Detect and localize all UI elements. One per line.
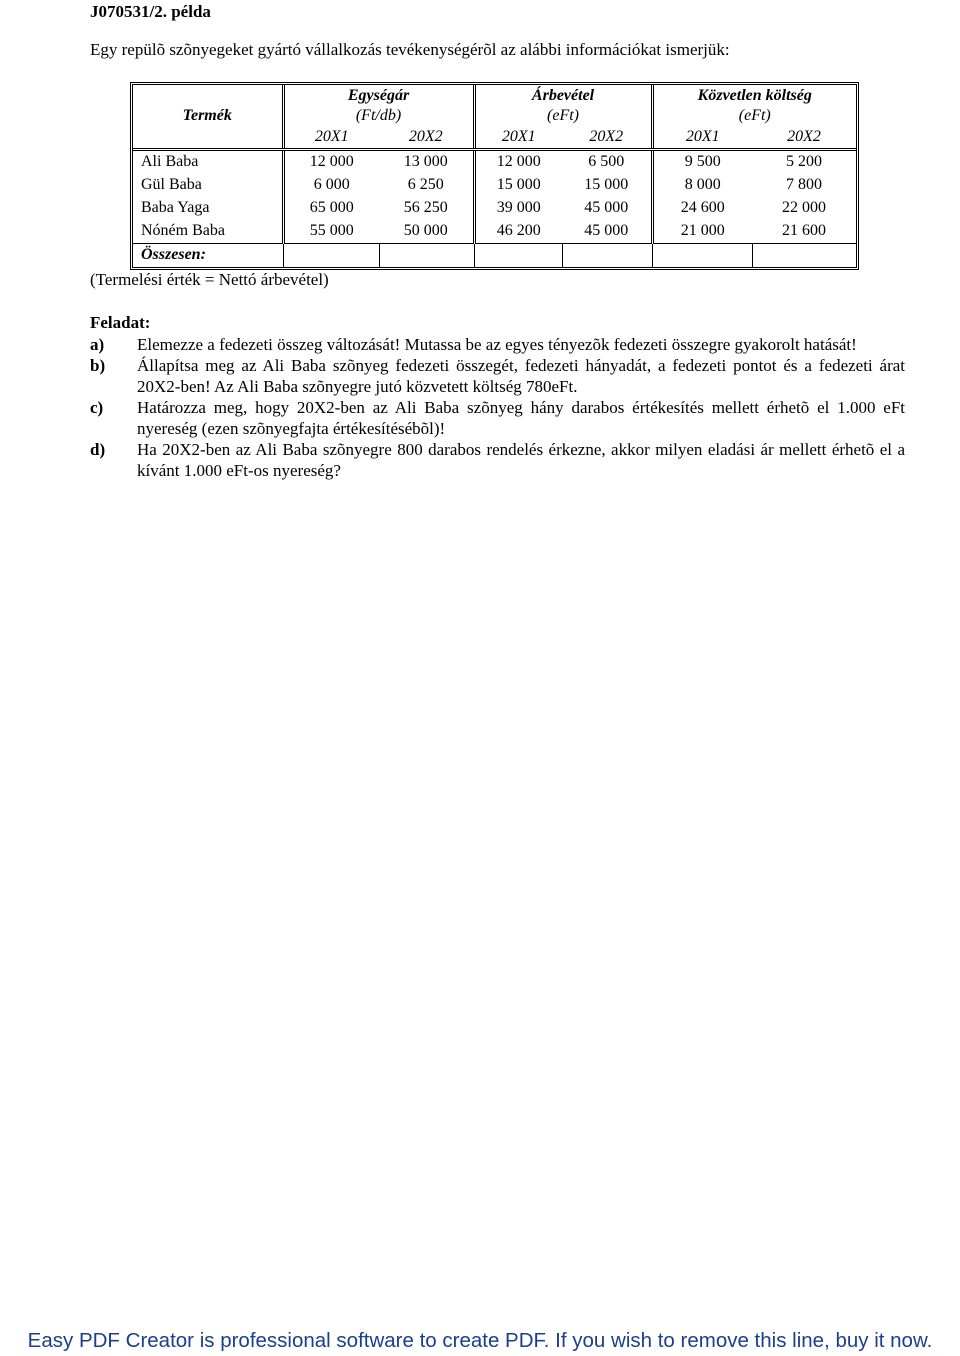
group-header-revenue [474, 85, 652, 127]
total-cell [474, 243, 562, 267]
table-cell: 7 800 [786, 176, 823, 194]
product-header: Termék [133, 85, 283, 149]
table-cell: 6 000 [283, 174, 379, 197]
task-text: Határozza meg, hogy 20X2-ben az Ali Baba szõnyeg hány darabos értékesítés mellett érhetõ el 1.000 eFt nyereség (ezen szõnyegfajta értékesítésébõl)! [137, 398, 905, 438]
data-table [130, 82, 859, 270]
task-label: a) [90, 335, 105, 354]
group-header-line1: Közvetlen költség [697, 87, 812, 104]
total-row [133, 243, 856, 267]
intro-text: Egy repülõ szõnyegeket gyártó vállalkozás tevékenységérõl az alábbi információkat ismerjük: [90, 40, 730, 59]
table-cell: 65 000 [283, 197, 379, 220]
group-header-line2: (Ft/db) [355, 107, 402, 124]
table-cell: 9 500 [652, 149, 752, 174]
year-header: 20X2 [752, 127, 856, 149]
group-header-line2: (eFt) [547, 107, 580, 124]
table-row [133, 149, 856, 174]
table-cell: 21 000 [652, 220, 752, 244]
table-cell: 15 000 [584, 176, 629, 194]
table-cell: 50 000 [403, 222, 448, 240]
group-header-unit-price [283, 85, 474, 127]
year-header: 20X2 [562, 127, 652, 149]
task-list [90, 334, 905, 481]
table-cell: 22 000 [782, 199, 827, 217]
total-cell [652, 243, 752, 267]
table-cell: 46 200 [474, 220, 562, 244]
table-cell: 5 200 [786, 153, 823, 171]
task-item [90, 439, 905, 481]
table-row [133, 197, 856, 220]
task-label: b) [90, 356, 106, 375]
task-label: d) [90, 440, 106, 459]
group-header-direct-cost [652, 85, 856, 127]
table-cell: 12 000 [474, 149, 562, 174]
table-cell: 15 000 [474, 174, 562, 197]
table-cell: 21 600 [782, 222, 827, 240]
table-cell: 6 250 [407, 176, 444, 194]
group-header-line1: Árbevétel [531, 87, 595, 104]
group-header-line2: (eFt) [738, 107, 771, 124]
total-cell [562, 243, 652, 267]
table-cell: 13 000 [403, 153, 448, 171]
product-name: Baba Yaga [141, 199, 210, 217]
table-cell: 45 000 [584, 222, 629, 240]
table-cell: 12 000 [283, 149, 379, 174]
task-item [90, 397, 905, 439]
task-heading: Feladat: [90, 313, 151, 332]
total-cell [283, 243, 379, 267]
task-text: Ha 20X2-ben az Ali Baba szõnyegre 800 darabos rendelés érkezne, akkor milyen eladási ár mellett érhetõ el a kívánt 1.000 eFt-os nyereség? [137, 440, 905, 480]
task-item [90, 334, 905, 355]
table-cell: 24 600 [652, 197, 752, 220]
task-text: Állapítsa meg az Ali Baba szõnyeg fedezeti összegét, fedezeti hányadát, a fedezeti pontot és a fedezeti árat 20X2-ben! Az Ali Baba szõnyegre jutó közvetett költség 780eFt. [137, 356, 905, 396]
total-cell [379, 243, 474, 267]
group-header-line1: Egységár [347, 87, 410, 104]
year-header: 20X1 [652, 127, 752, 149]
year-header: 20X1 [283, 127, 379, 149]
product-name: Nóném Baba [141, 222, 225, 240]
total-label: Összesen: [133, 243, 283, 267]
table-row [133, 220, 856, 244]
product-name: Ali Baba [141, 153, 199, 171]
table-cell: 55 000 [283, 220, 379, 244]
task-label: c) [90, 398, 104, 417]
year-header: 20X2 [379, 127, 474, 149]
page-title: J070531/2. példa [90, 2, 211, 21]
year-header: 20X1 [474, 127, 562, 149]
table-cell: 6 500 [588, 153, 625, 171]
pdf-creator-footer: Easy PDF Creator is professional software to create PDF. If you wish to remove this line, buy it now. [27, 1329, 933, 1352]
table-cell: 39 000 [474, 197, 562, 220]
task-item [90, 355, 905, 397]
table-cell: 45 000 [584, 199, 629, 217]
table-row [133, 174, 856, 197]
total-cell [752, 243, 856, 267]
table-cell: 8 000 [652, 174, 752, 197]
table-note: (Termelési érték = Nettó árbevétel) [90, 270, 329, 289]
table-cell: 56 250 [403, 199, 448, 217]
task-text: Elemezze a fedezeti összeg változását! Mutassa be az egyes tényezõk fedezeti összegre gyakorolt hatását! [137, 335, 857, 354]
product-name: Gül Baba [141, 176, 202, 194]
